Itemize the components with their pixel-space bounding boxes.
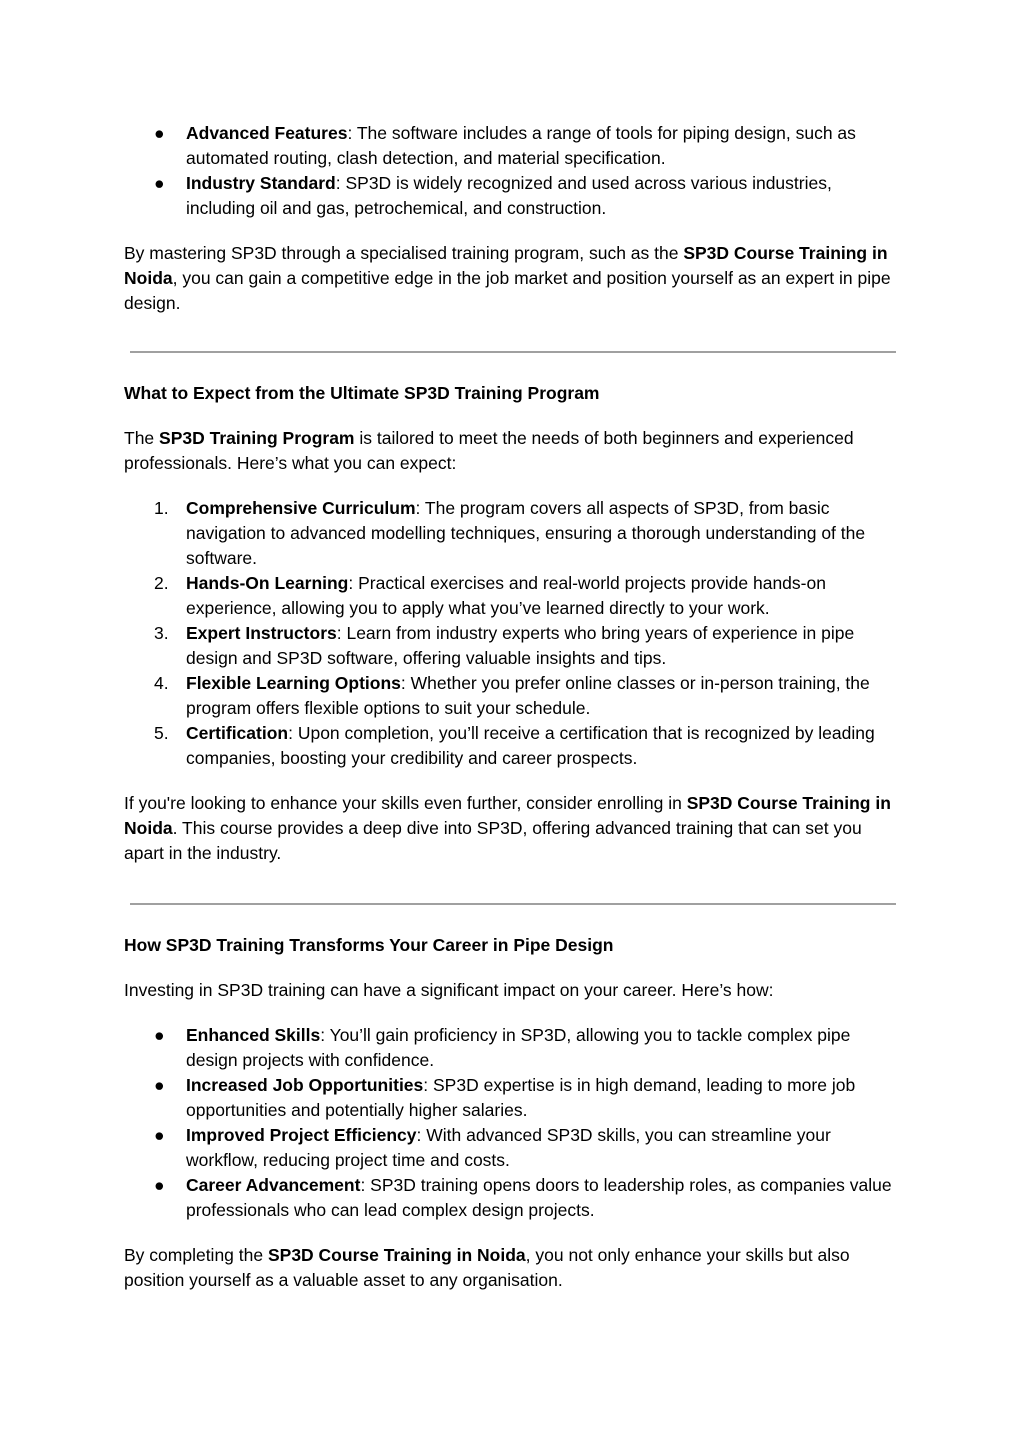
list-item-term: Career Advancement <box>186 1175 361 1195</box>
list-item <box>124 1023 900 1073</box>
section-heading: What to Expect from the Ultimate SP3D Training Program <box>124 383 600 403</box>
list-item-text: : SP3D training opens doors to leadership roles, as companies value professionals who can lead complex design projects. <box>186 1175 892 1220</box>
list-item-term: Hands-On Learning <box>186 573 349 593</box>
expectations-list <box>124 496 900 771</box>
list-item <box>124 1123 900 1173</box>
list-item <box>124 721 900 771</box>
career-benefits-list <box>124 1023 900 1223</box>
number-marker: 1. <box>154 498 169 518</box>
list-item-term: Industry Standard <box>186 173 336 193</box>
list-item-text: : You’ll gain proficiency in SP3D, allowing you to tackle complex pipe design projects with confidence. <box>186 1025 851 1070</box>
list-item-term: Comprehensive Curriculum <box>186 498 416 518</box>
paragraph-text: By completing the <box>124 1245 268 1265</box>
bullet-marker: ● <box>154 1175 165 1195</box>
number-marker: 5. <box>154 723 169 743</box>
paragraph-intro <box>124 426 900 476</box>
list-item <box>124 571 900 621</box>
list-item-text: : SP3D expertise is in high demand, leading to more job opportunities and potentially higher salaries. <box>186 1075 856 1120</box>
list-item-term: Advanced Features <box>186 123 348 143</box>
list-item-text: : Upon completion, you’ll receive a certification that is recognized by leading companies, boosting your credibility and career prospects. <box>186 723 875 768</box>
list-item-term: Enhanced Skills <box>186 1025 321 1045</box>
number-marker: 2. <box>154 573 169 593</box>
list-item <box>124 671 900 721</box>
list-item-term: Increased Job Opportunities <box>186 1075 424 1095</box>
section-heading: How SP3D Training Transforms Your Career in Pipe Design <box>124 935 614 955</box>
paragraph-bold: SP3D Course Training in Noida <box>124 243 888 288</box>
list-item-text: : Practical exercises and real-world projects provide hands-on experience, allowing you to apply what you’ve learned directly to your work. <box>186 573 826 618</box>
paragraph-mastering <box>124 241 900 316</box>
list-item-term: Improved Project Efficiency <box>186 1125 417 1145</box>
paragraph-closing <box>124 1243 900 1293</box>
bullet-marker: ● <box>154 173 165 193</box>
number-marker: 4. <box>154 673 169 693</box>
paragraph-text: is tailored to meet the needs of both beginners and experienced professionals. Here’s what you can expect: <box>124 428 854 473</box>
list-item-text: : SP3D is widely recognized and used across various industries, including oil and gas, petrochemical, and construction. <box>186 173 832 218</box>
list-item <box>124 171 900 221</box>
paragraph-text: If you're looking to enhance your skills even further, consider enrolling in <box>124 793 687 813</box>
list-item <box>124 1073 900 1123</box>
paragraph-text: , you can gain a competitive edge in the job market and position yourself as an expert in pipe design. <box>124 268 891 313</box>
document-content <box>124 121 900 1293</box>
list-item-text: : The program covers all aspects of SP3D, from basic navigation to advanced modelling techniques, ensuring a thorough understanding of the software. <box>186 498 866 568</box>
paragraph-text: , you not only enhance your skills but also position yourself as a valuable asset to any organisation. <box>124 1245 850 1290</box>
list-item-text: : Learn from industry experts who bring years of experience in pipe design and SP3D software, offering valuable insights and tips. <box>186 623 855 668</box>
bullet-marker: ● <box>154 1075 165 1095</box>
list-item-text: : The software includes a range of tools for piping design, such as automated routing, clash detection, and material specification. <box>186 123 856 168</box>
list-item-text: : With advanced SP3D skills, you can streamline your workflow, reducing project time and costs. <box>186 1125 831 1170</box>
paragraph-outro <box>124 791 900 866</box>
bullet-marker: ● <box>154 1025 165 1045</box>
list-item <box>124 121 900 171</box>
number-marker: 3. <box>154 623 169 643</box>
paragraph-bold: SP3D Course Training in Noida <box>267 1245 526 1265</box>
paragraph-text: By mastering SP3D through a specialised training program, such as the <box>124 243 684 263</box>
list-item-term: Flexible Learning Options <box>186 673 401 693</box>
paragraph-bold: SP3D Training Program <box>159 428 355 448</box>
list-item-term: Certification <box>186 723 289 743</box>
features-list <box>124 121 900 221</box>
list-item-text: : Whether you prefer online classes or in-person training, the program offers flexible options to suit your schedule. <box>186 673 870 718</box>
list-item <box>124 496 900 571</box>
list-item <box>124 621 900 671</box>
paragraph-text: The <box>124 428 160 448</box>
bullet-marker: ● <box>154 1125 165 1145</box>
list-item <box>124 1173 900 1223</box>
list-item-term: Expert Instructors <box>186 623 337 643</box>
paragraph-bold: SP3D Course Training in Noida <box>124 793 891 838</box>
paragraph-text: . This course provides a deep dive into SP3D, offering advanced training that can set you apart in the industry. <box>124 818 862 863</box>
paragraph-intro: Investing in SP3D training can have a significant impact on your career. Here’s how: <box>124 980 774 1000</box>
bullet-marker: ● <box>154 123 165 143</box>
